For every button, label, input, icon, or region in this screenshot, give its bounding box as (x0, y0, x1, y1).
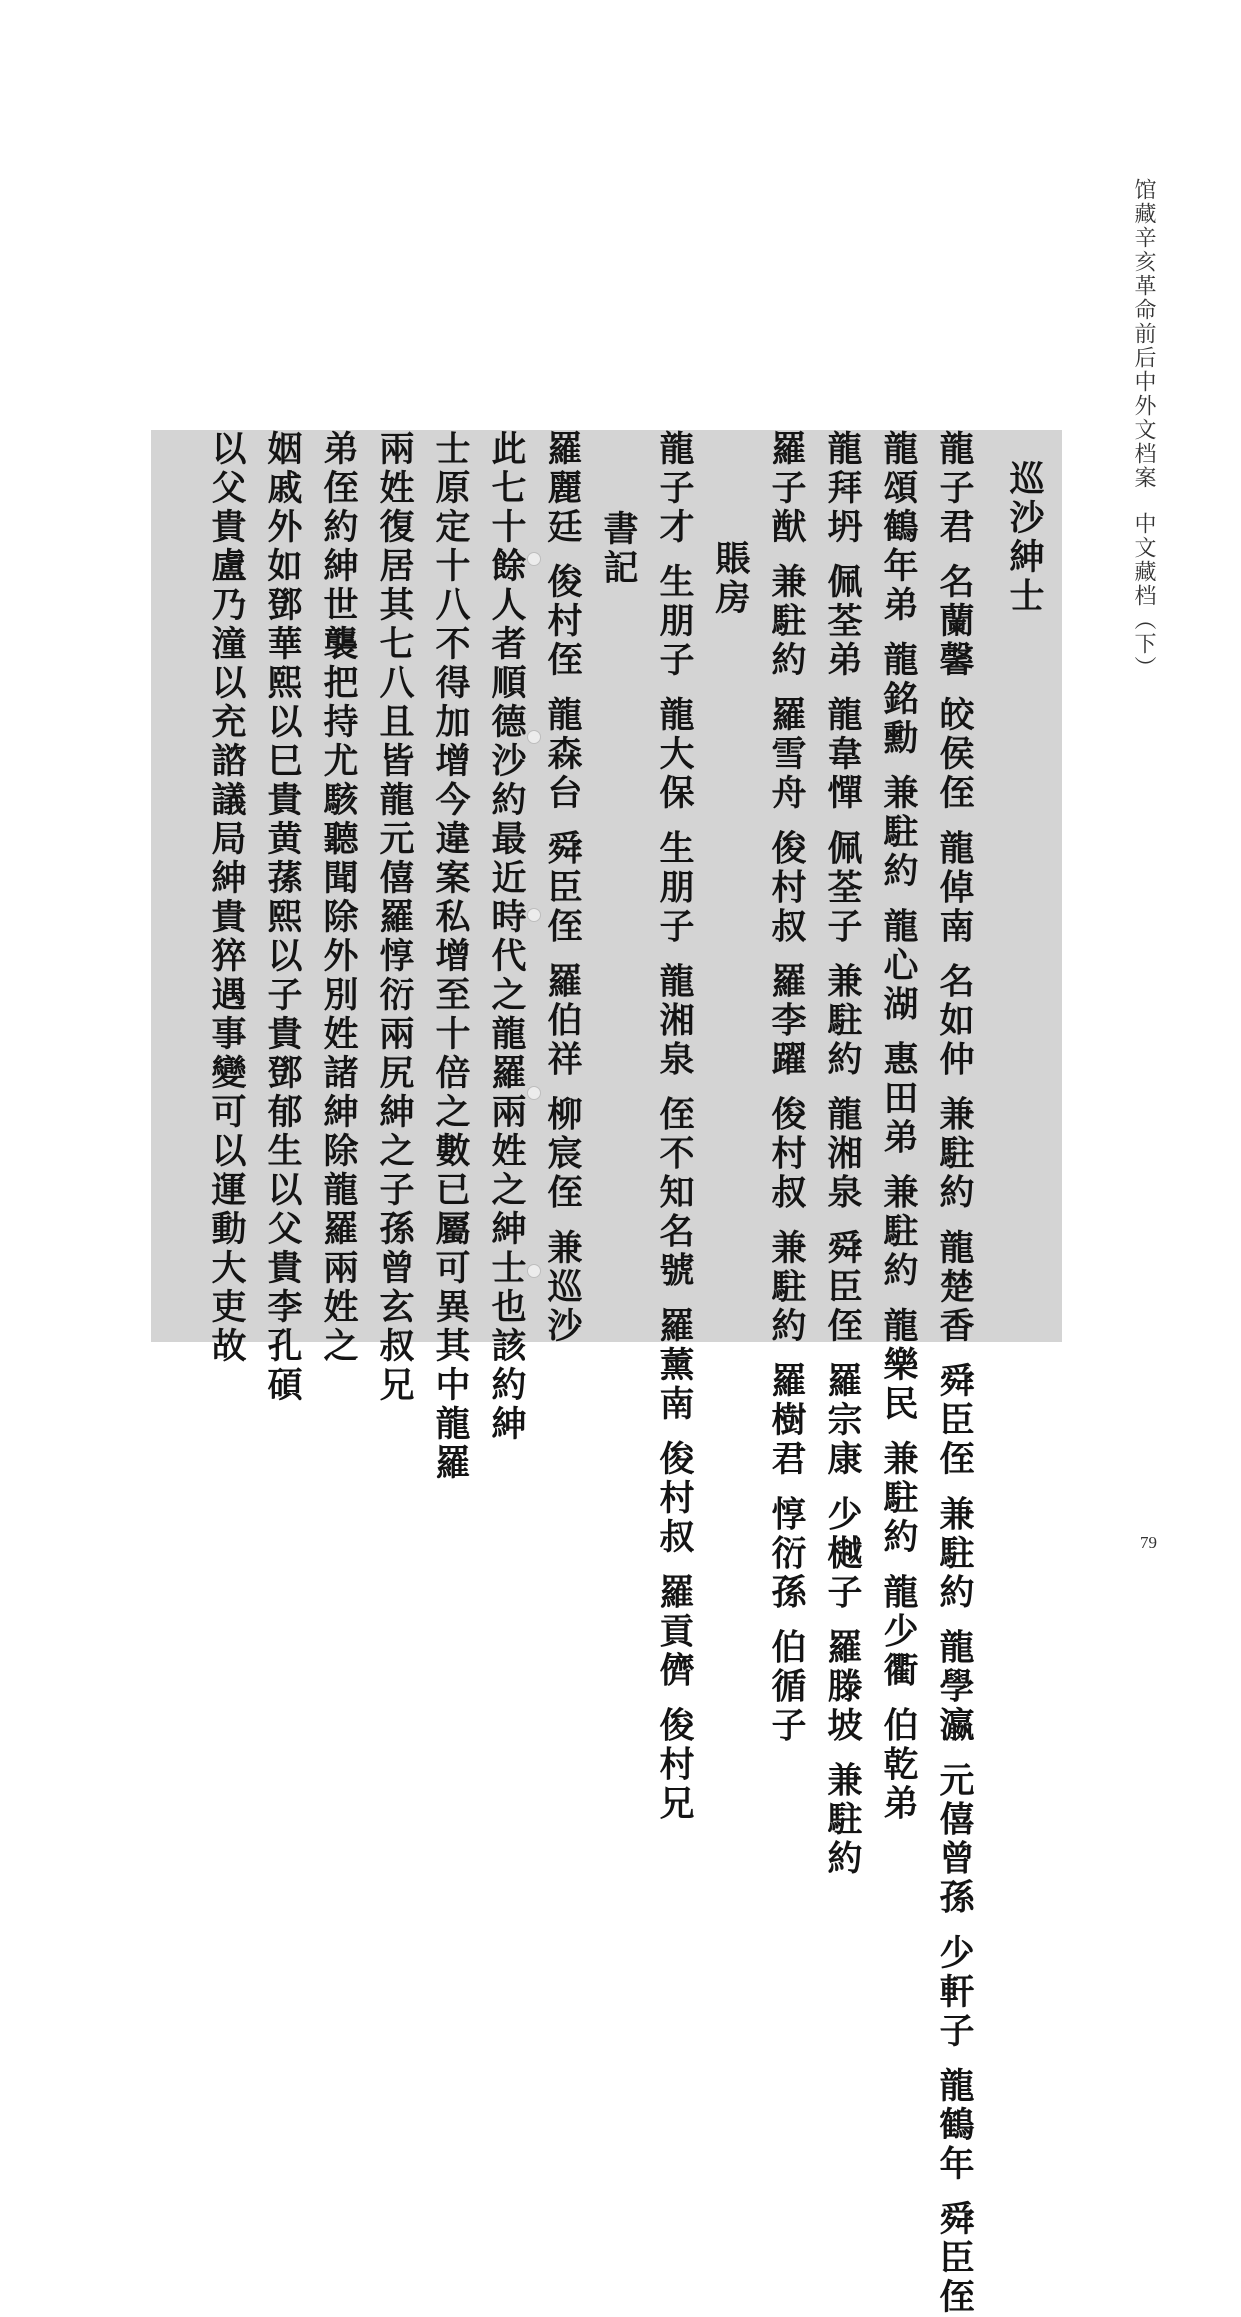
manuscript-column: 龍子才 生朋子 龍大保 生朋子 龍湘泉 侄不知名號 羅薰南 俊村叔 羅貢儕 俊村兄 (654, 430, 695, 1824)
binding-hole (527, 1086, 541, 1100)
manuscript-column: 龍頌鶴年弟 龍銘勳 兼駐約 龍心湖 惠田弟 兼駐約 龍樂民 兼駐約 龍少衢 伯乾弟 (878, 430, 919, 1824)
manuscript-column-heading: 巡沙紳士 (1004, 460, 1045, 616)
book-title: 馆藏辛亥革命前后中外文档案 (1131, 178, 1156, 490)
manuscript-column: 以父貴盧乃潼以充諮議局紳貴猝遇事變可以運動大吏故 (206, 430, 247, 1366)
manuscript-column: 姻戚外如鄧華熙以巳貴黄蓀熙以子貴鄧郁生以父貴李孔碩 (262, 430, 303, 1405)
manuscript-column: 此七十餘人者順德沙約最近時代之龍羅兩姓之紳士也該約紳 (486, 430, 527, 1444)
running-head (1126, 178, 1160, 680)
manuscript-column: 弟侄約紳世襲把持尤駭聽聞除外別姓諸紳除龍羅兩姓之 (318, 430, 359, 1366)
binding-hole (527, 908, 541, 922)
volume-label: 中文藏档（下） (1131, 512, 1156, 680)
manuscript-column-heading: 書記 (598, 510, 639, 588)
binding-hole (527, 552, 541, 566)
manuscript-column: 士原定十八不得加增今違案私增至十倍之數已屬可異其中龍羅 (430, 430, 471, 1483)
manuscript-column-heading: 賬房 (710, 540, 751, 618)
manuscript-column: 龍拜坍 佩荃弟 龍韋憚 佩荃子 兼駐約 龍湘泉 舜臣侄 羅宗康 少樾子 羅滕坡 兼駐約 (822, 430, 863, 1879)
page-number: 79 (1140, 1533, 1157, 1552)
manuscript-column: 羅子猷 兼駐約 羅雪舟 俊村叔 羅李躍 俊村叔 兼駐約 羅樹君 惇衍孫 伯循子 (766, 430, 807, 1746)
manuscript-scan (151, 430, 1062, 2317)
binding-hole (527, 730, 541, 744)
manuscript-text (151, 430, 1062, 2317)
manuscript-column: 兩姓復居其七八且皆龍元僖羅惇衍兩尻紳之子孫曾玄叔兄 (374, 430, 415, 1405)
manuscript-column: 龍子君 名蘭馨 皎侯侄 龍倬南 名如仲 兼駐約 龍楚香 舜臣侄 兼駐約 龍學瀛 元僖曾孫 少軒子 龍鶴年 舜臣侄 (934, 430, 975, 2317)
binding-hole (527, 1264, 541, 1278)
manuscript-column: 羅麗廷 俊村侄 龍森台 舜臣侄 羅伯祥 柳宸侄 兼巡沙 (542, 430, 583, 1347)
